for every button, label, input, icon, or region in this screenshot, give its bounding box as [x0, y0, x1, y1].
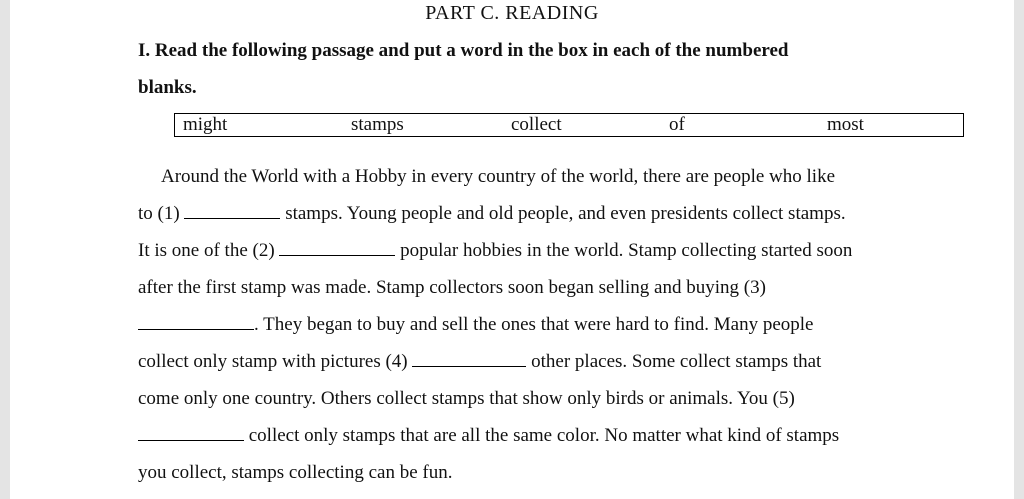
- exercise-instruction: [138, 32, 898, 106]
- blank-1[interactable]: [184, 201, 280, 219]
- word-bank-item: stamps: [351, 114, 404, 135]
- section-title: PART C. READING: [425, 2, 599, 24]
- document-page: [10, 0, 1014, 499]
- passage-line: you collect, stamps collecting can be fun.: [138, 462, 453, 483]
- word-bank-item: most: [827, 114, 864, 135]
- passage-line: collect only stamps that are all the same color. No matter what kind of stamps: [138, 417, 938, 454]
- passage-line: come only one country. Others collect stamps that show only birds or animals. You (5): [138, 388, 795, 409]
- passage-line: Around the World with a Hobby in every country of the world, there are people who like: [161, 166, 836, 187]
- passage-line: to (1) stamps. Young people and old people, and even presidents collect stamps.: [138, 203, 846, 224]
- blank-5[interactable]: [138, 423, 244, 441]
- word-bank-item: might: [183, 114, 228, 135]
- instruction-line-1: I. Read the following passage and put a word in the box in each of the numbered: [138, 40, 789, 61]
- instruction-line-2: blanks.: [138, 77, 197, 98]
- reading-passage: [138, 158, 938, 491]
- word-bank-item: of: [669, 114, 685, 135]
- blank-4[interactable]: [412, 349, 526, 367]
- word-bank-item: collect: [511, 114, 562, 135]
- passage-line: collect only stamp with pictures (4) other places. Some collect stamps that: [138, 351, 822, 372]
- passage-line: . They began to buy and sell the ones that were hard to find. Many people: [138, 306, 938, 343]
- blank-3[interactable]: [138, 312, 254, 330]
- passage-line: after the first stamp was made. Stamp collectors soon began selling and buying (3): [138, 277, 766, 298]
- passage-line: It is one of the (2) popular hobbies in the world. Stamp collecting started soon: [138, 240, 853, 261]
- word-bank-box: [174, 113, 964, 137]
- blank-2[interactable]: [279, 238, 395, 256]
